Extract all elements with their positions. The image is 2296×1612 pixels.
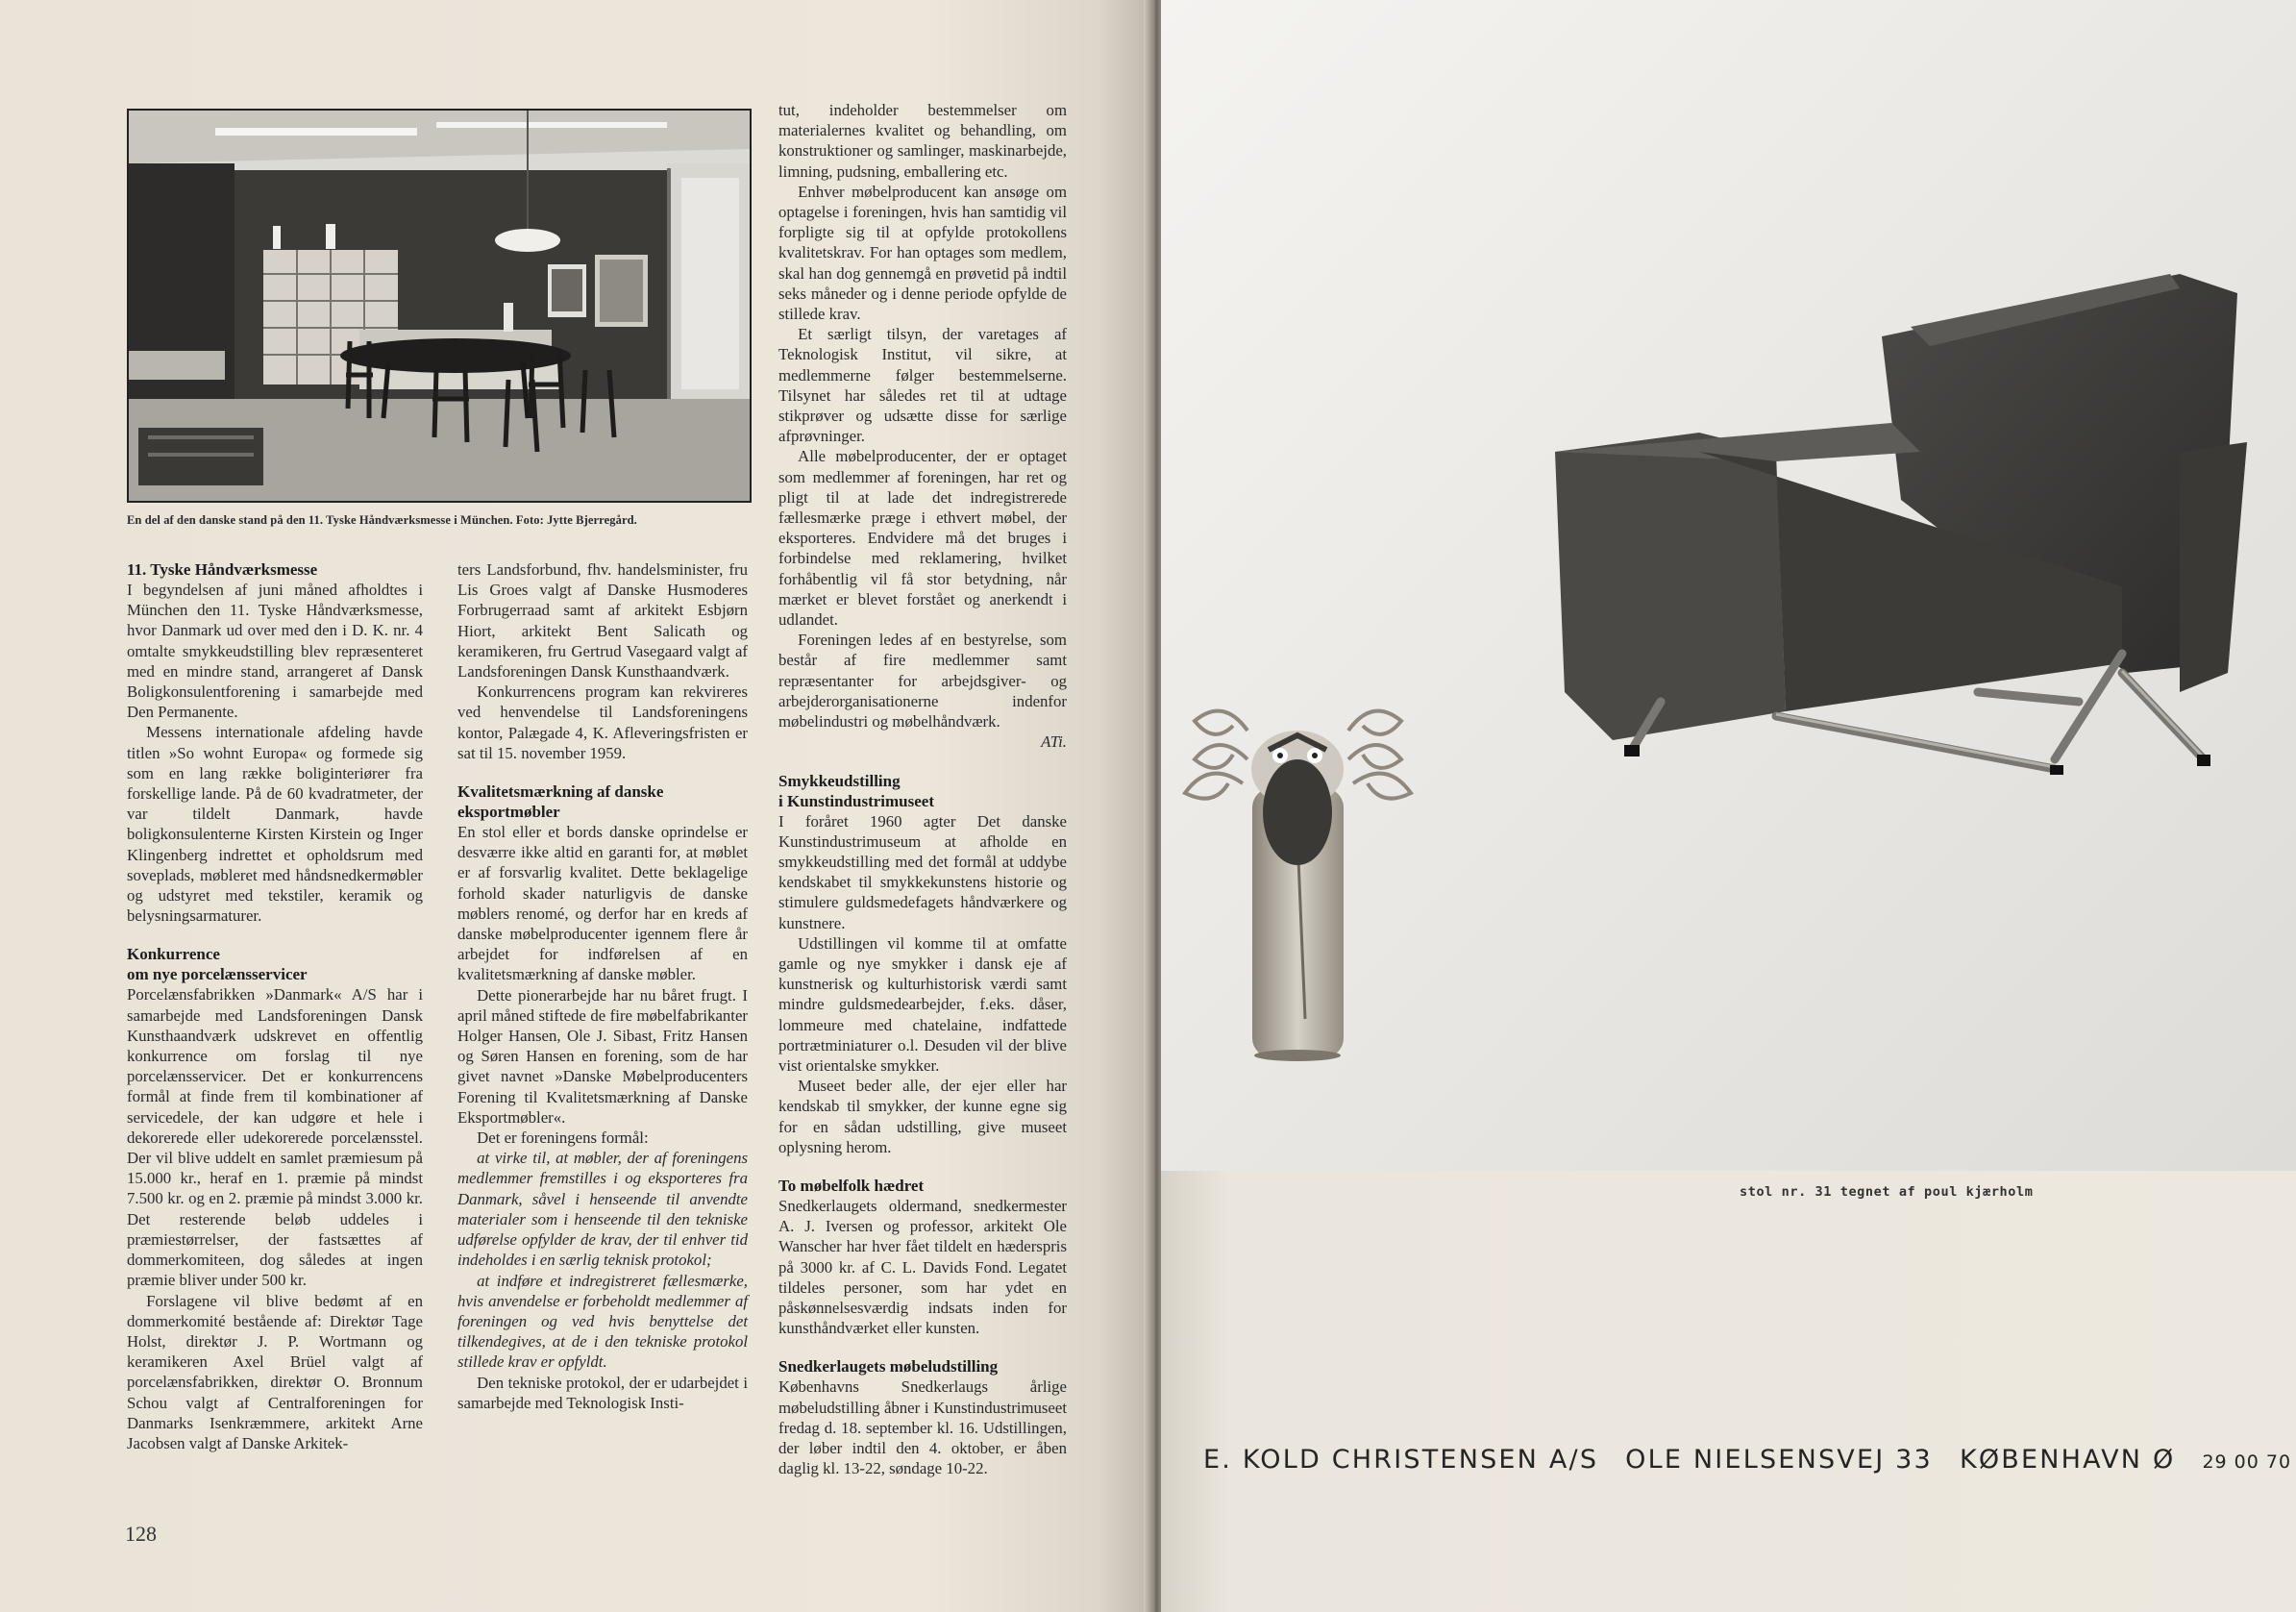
paragraph: I foråret 1960 agter Det danske Kunstindustrimuseum at afholde en smykkeudstilling med det formål at uddybe kendskabet til smykkekunstens historie og stimulere guldsmedefagets håndværkere og kunstnere. (778, 811, 1067, 932)
paragraph: Foreningen ledes af en bestyrelse, som består af fire medlemmer samt repræsentanter for arbejdsgiver- og arbejderorganisationerne indenfor møbelindustri og møbelhåndværk. (778, 631, 1067, 732)
paragraph: at virke til, at møbler, der af foreningens medlemmer fremstilles i og eksporteres fra Danmark, såvel i henseende til anvendte materialer som i henseende til den tekniske udførelse opfylder de krav, der til enhver tid indeholdes i en særlig teknisk protokol; (457, 1149, 748, 1270)
phone-number: 29 00 70 (2202, 1451, 2292, 1473)
paragraph: Konkurrencens program kan rekvireres ved henvendelse til Landsforeningens kontor, Palægade 4, K. Afleveringsfristen er sat til 15. november 1959. (457, 682, 748, 762)
page-number: 128 (125, 1522, 157, 1546)
paragraph: Udstillingen vil komme til at omfatte gamle og nye smykker i dansk eje af kunstnerisk og kulturhistorisk værdi samt mindre guldsmedearbejder, f.eks. dåser, lommeure med chatelaine, indfattede portrætminiaturer o.l. Desuden vil der blive vist orientalske smykker. (778, 933, 1067, 1075)
exhibition-interior-image (129, 111, 750, 501)
paragraph: Alle møbelproducenter, der er optaget som medlemmer af foreningen, har ret og pligt til at lade det indregistrerede fællesmærke præge i ethvert møbel, der eksporteres. Endvidere må det bruges i forbindelse med reklamering, hvilket forhåbentlig vil få stor betydning, når mærket er blevet forstået og anerkendt i udlandet. (778, 447, 1067, 630)
paragraph: Den tekniske protokol, der er udarbejdet i samarbejde med Teknologisk Insti- (457, 1373, 748, 1412)
paragraph: Det er foreningens formål: (477, 1128, 649, 1148)
text-column-1 (127, 559, 423, 1453)
heading-snedkerlaugets-udstilling: Snedkerlaugets møbeludstilling (778, 1357, 999, 1376)
photo-caption-right: stol nr. 31 tegnet af poul kjærholm (1740, 1184, 2034, 1200)
heading-tyske-haandvaerksmesse: 11. Tyske Håndværksmesse (127, 560, 318, 579)
paragraph: Forslagene vil blive bedømt af en dommerkomité bestående af: Direktør Tage Holst, direktør J. P. Wortmann og keramikeren Axel Brüel valgt af porcelænsfabrikken, direktør O. Bronnum Schou valgt af Centralforeningen for Danmarks Isenkræmmere, arkitekt Arne Jacobsen valgt af Danske Arkitek- (127, 1291, 423, 1452)
paragraph: En stol eller et bords danske oprindelse er desværre ikke altid en garanti for, at møblet er af forsvarlig kvalitet. Dette beklagelige forhold skader naturligvis de danske møblers renomé, og derfor har en kreds af danske møbelproducenter igennem flere år arbejdet for indførelsen af en kvalitetsmærkning af danske møbler. (457, 823, 748, 984)
paragraph: I begyndelsen af juni måned afholdtes i München den 11. Tyske Håndværksmesse, hvor Danmark ud over med den i D. K. nr. 4 omtalte smykkeudstilling blev repræsenteret med en mindre stand, arrangeret af Dansk Boligkonsulentforening i samarbejde med Den Permanente. (127, 581, 423, 722)
heading-konkurrence: Konkurrence (127, 945, 220, 964)
heading-kvalitetsmaerkning: Kvalitetsmærkning af danske (457, 782, 664, 802)
paragraph: Dette pionerarbejde har nu båret frugt. I april måned stiftede de fire møbelfabrikanter Holger Hansen, Ole J. Sibast, Fritz Hansen og Søren Hansen en forening, som de har givet navnet »Danske Møbelproducenters Forening til Kvalitetsmærkning af Danske Eksportmøbler«. (457, 985, 748, 1127)
paragraph: Et særligt tilsyn, der varetages af Teknologisk Institut, vil sikre, at medlemmerne følger bestemmelserne. Tilsynet har således ret til at udtage stikprøver og udsætte disse for særlige afprøvninger. (778, 325, 1067, 446)
heading-porcelaensservicer: om nye porcelænsservicer (127, 965, 308, 984)
heading-smykkeudstilling: Smykkeudstilling (778, 771, 901, 790)
armchair-and-sculpture-image (1161, 0, 2296, 1171)
company-name: E. KOLD CHRISTENSEN A/S (1203, 1445, 1599, 1475)
paragraph: Museet beder alle, der ejer eller har kendskab til smykker, der kunne egne sig for en sådan udstilling, give museet oplysning herom. (778, 1077, 1067, 1156)
heading-eksportmoebler: eksportmøbler (457, 803, 560, 822)
photo-caption: En del af den danske stand på den 11. Tyske Håndværksmesse i München. Foto: Jytte Bjerregård. (127, 513, 637, 527)
paragraph: Porcelænsfabrikken »Danmark« A/S har i samarbejde med Landsforeningen Dansk Kunsthaandværk udskrevet en offentlig konkurrence om forslag til nye porcelænsservicer. Det er konkurrencens formål at finde frem til kombinationer af servicedele, der kan udgøre et hele i dekorerede eller udekorerede porcelænsstel. Der vil blive uddelt en samlet præmiesum på 15.000 kr., heraf en 1. præmie på mindst 7.500 kr. og en 2. præmie på mindst 3.000 kr. Det resterende beløb uddeles i præmiestørrelser, der fastsættes af dommerkomiteen, dog således at ingen præmie bliver under 500 kr. (127, 985, 423, 1290)
paragraph: Enhver møbelproducent kan ansøge om optagelse i foreningen, hvis han samtidig vil forpligte sig til at opfylde protokollens kvalitetskrav. For han optages som medlem, skal han dog gennemgå en prøvetid på indtil seks måneder og i denne periode opfylde de stillede krav. (778, 182, 1067, 324)
heading-to-moebelfolk: To møbelfolk hædret (778, 1176, 925, 1195)
paragraph: Københavns Snedkerlaugs årlige møbeludstilling åbner i Kunstindustrimuseet fredag d. 18. september kl. 16. Udstillingen, der løber indtil den 4. oktober, er åben daglig kl. 13-22, søndage 10-22. (778, 1377, 1067, 1478)
author-signature: ATi. (1041, 732, 1067, 752)
paragraph: ters Landsforbund, fhv. handelsminister, fru Lis Groes valgt af Danske Husmoderes Forbrugerraad samt af arkitekt Esbjørn Hiort, arkitekt Bent Salicath og keramikeren, fru Gertrud Vasegaard valgt af Landsforeningen Dansk Kunsthaandværk. (457, 560, 748, 682)
heading-kunstindustrimuseet: i Kunstindustrimuseet (778, 791, 934, 810)
text-column-2 (457, 559, 748, 1413)
paragraph: at indføre et indregistreret fællesmærke, hvis anvendelse er forbeholdt medlemmer af foreningen og ved hvis benyttelse det tilkendegives, at de i den tekniske protokol stillede krav er opfyldt. (457, 1271, 748, 1372)
advertiser-line (1203, 1445, 2291, 1475)
exhibition-photo (127, 109, 752, 503)
paragraph: Messens internationale afdeling havde titlen »So wohnt Europa« og formede sig som en lang række boliginteriører fra forskellige lande. På de 60 kvadratmeter, der var tildelt Danmark, havde boligkonsulenterne Kirsten Kirstein og Inger Klingenberg indrettet et opholdsrum med soveplads, møbleret med håndsnedkermøbler og udstyret med tekstiler, keramik og belysningsarmaturer. (127, 723, 423, 926)
paragraph: Snedkerlaugets oldermand, snedkermester A. J. Iversen og professor, arkitekt Ole Wanscher har hver fået tildelt en hæderspris på 3000 kr. af C. L. Davids Fond. Legatet tildeles personer, som har ydet en påskønnelsesværdig indsats inden for kunsthåndværket eller kunsten. (778, 1196, 1067, 1338)
furniture-photo (1161, 0, 2296, 1171)
paragraph: tut, indeholder bestemmelser om materialernes kvalitet og behandling, om konstruktioner og samlinger, maskinarbejde, limning, pudsning, emballering etc. (778, 101, 1067, 181)
city: KØBENHAVN Ø (1959, 1445, 2176, 1475)
text-column-3 (778, 100, 1067, 1478)
street-address: OLE NIELSENSVEJ 33 (1625, 1445, 1933, 1475)
